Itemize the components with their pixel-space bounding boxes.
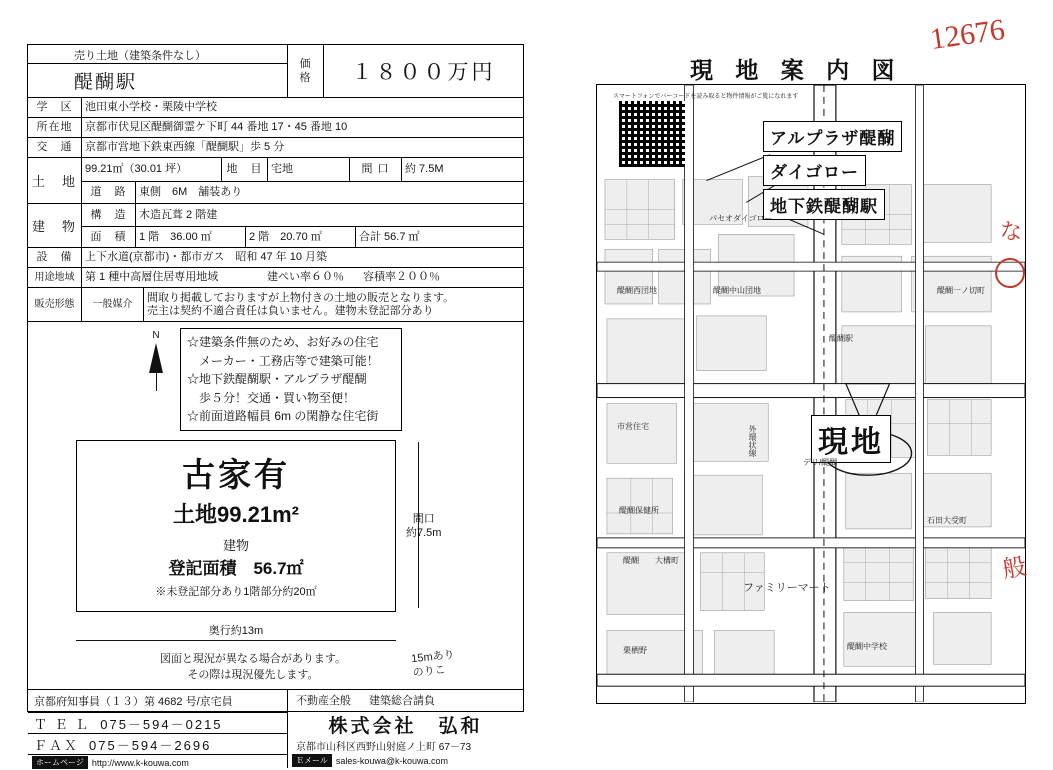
- frontage-value: 約7.5m: [406, 527, 442, 540]
- homepage-url[interactable]: http://www.k-kouwa.com: [91, 757, 189, 768]
- address-value: 京都市伏見区醍醐御霊ケ下町 44 番地 17・45 番地 10: [85, 121, 348, 134]
- location-map: [596, 84, 1026, 704]
- row-equipment: [28, 248, 523, 268]
- compass-needle-icon: [149, 343, 163, 373]
- land-subrow-1: [82, 158, 523, 181]
- lot-building-label: 建物: [222, 538, 249, 553]
- compass-north-label: N: [152, 330, 160, 341]
- map-label-daigo-station: 醍醐駅: [829, 334, 853, 343]
- floor-label: 面 積: [82, 227, 136, 247]
- email-tag: Ｅメール: [292, 754, 332, 767]
- map-label-nishi-danchi: 醍醐西団地: [617, 286, 657, 295]
- license-number: 京都府知事員（１３）第 4682 号/京宅員: [28, 690, 287, 713]
- land-body: [82, 158, 523, 203]
- homepage-tag: ホームページ: [32, 756, 88, 769]
- lot-unregistered-note: ※未登記部分あり1階部分約20㎡: [155, 586, 317, 598]
- map-label-health-center: 醍醐保健所: [619, 506, 659, 515]
- row-zoning: [28, 268, 523, 288]
- chimoku-label: 地 目: [222, 158, 268, 181]
- floor-2f: 2 階 20.70 ㎡: [246, 227, 356, 247]
- map-title: 現 地 案 内 図: [690, 57, 903, 83]
- floor-1f: 1 階 36.00 ㎡: [136, 227, 246, 247]
- handwritten-right-top: な: [1000, 219, 1023, 244]
- map-label-ishida: 石田大受町: [927, 516, 967, 525]
- bullet-2: メーカー・工務店等で建築可能！: [187, 353, 379, 368]
- qr-caption: スマートフォンでバーコードを読み取ると物件情報がご覧になれます: [613, 94, 799, 100]
- bullet-5: ☆前面道路幅員 6m の閑静な住宅街: [187, 409, 379, 424]
- floor-total: 合計 56.7 ㎡: [359, 230, 420, 243]
- business-2: 建築総合請負: [369, 695, 435, 707]
- footer-contact: [28, 690, 288, 768]
- traffic-value: 京都市営地下鉄東西線「醍醐駅」歩 5 分: [85, 141, 285, 154]
- structure-label: 構 造: [82, 204, 136, 226]
- land-label: 土 地: [28, 158, 82, 203]
- price-label: [288, 45, 324, 97]
- chimoku-value: 宅地: [268, 158, 350, 181]
- station-name: 醍醐駅: [74, 71, 138, 93]
- school-value: 池田東小学校・栗陵中学校: [85, 101, 217, 114]
- map-label-daigo: 醍醐: [623, 556, 639, 565]
- row-trade: [28, 288, 523, 322]
- road-label: 道 路: [82, 182, 136, 203]
- price-label-char1: 価: [299, 57, 312, 70]
- fax-row: [28, 734, 287, 755]
- selling-points: [180, 328, 402, 431]
- fax-label: ＦＡＸ: [34, 737, 80, 753]
- compass-stem-icon: [156, 373, 157, 391]
- map-label-okamachi: 大構町: [655, 556, 679, 565]
- handwritten-right-bottom: 般: [1000, 554, 1029, 584]
- frontage-dimension: [406, 512, 441, 541]
- bullet-4: 歩５分！交通・買い物至便！: [187, 390, 356, 405]
- depth-dimension: 奥行約13m: [208, 625, 264, 637]
- bullet-3: ☆地下鉄醍醐駅・アルプラザ醍醐: [187, 372, 367, 387]
- site-marker-label: 現地: [811, 415, 891, 463]
- map-label-deli: デリ/醍醐: [803, 458, 838, 467]
- trade-note-1: 間取り掲載しておりますが上物付きの土地の販売となります。: [147, 291, 455, 304]
- tel-row: [28, 713, 287, 734]
- lot-box: [76, 440, 396, 612]
- map-label-municipal-housing: 市営住宅: [617, 422, 649, 431]
- building-subrow-2: [82, 226, 523, 247]
- row-building: [28, 204, 523, 248]
- frontage-label: 間口: [412, 513, 435, 525]
- zone-value: 第 1 種中高層住居専用地域: [85, 271, 219, 284]
- business-lines: [288, 690, 523, 710]
- callout-alplaza: アルプラザ醍醐: [763, 121, 902, 152]
- map-label-nakayama-danchi: 醍醐中山団地: [713, 286, 761, 295]
- building-subrow-1: [82, 204, 523, 226]
- homepage-row: [28, 755, 287, 770]
- map-label-kurisuno: 栗栖野: [623, 646, 647, 655]
- header-left: [28, 45, 288, 97]
- qr-code: [619, 101, 685, 167]
- equip-label: 設 備: [28, 248, 82, 267]
- zone-label: 用途地域: [28, 268, 82, 287]
- depth-dimension-line: [76, 640, 396, 641]
- handwritten-circle-mark: [995, 258, 1025, 288]
- building-label: 建 物: [28, 204, 82, 247]
- row-address: [28, 118, 523, 138]
- lot-registered-area: 登記面積 56.7㎡: [168, 559, 304, 578]
- price-value: １８００万円: [351, 61, 496, 84]
- lot-area: 土地99.21m²: [173, 502, 299, 527]
- trade-value: 一般媒介: [82, 288, 144, 321]
- fax-value: 075－594－2696: [89, 737, 212, 753]
- road-value: 東側 6M 舗装あり: [139, 186, 243, 199]
- trade-note-2: 売主は契約不適合責任は負いません。建物未登記部分あり: [147, 304, 434, 317]
- map-label-familymart: ファミリーマート: [743, 582, 831, 594]
- building-body: [82, 204, 523, 247]
- disclaimer-line-2: その際は現況優先します。: [187, 668, 319, 681]
- yoseki-value: 容積率２００％: [363, 271, 440, 284]
- email-row: [288, 753, 523, 768]
- kenpei-value: 建ぺい率６０％: [267, 271, 344, 284]
- handwritten-dimension-note: 15mあり のりこ: [410, 648, 456, 680]
- equip-value: 上下水道(京都市)・都市ガス 昭和 47 年 10 月築: [85, 251, 328, 264]
- school-label: 学 区: [28, 98, 82, 117]
- tel-value: 075－594－0215: [100, 716, 223, 732]
- footer-company: [288, 690, 523, 768]
- property-sheet: [27, 44, 524, 768]
- business-1: 不動産全般: [296, 695, 351, 707]
- map-label-paseo: パセオダイゴロー: [709, 214, 773, 223]
- company-name: 株式会社 弘和: [328, 715, 483, 737]
- disclaimer-line-1: 図面と現況が異なる場合があります。: [159, 653, 347, 665]
- company-footer: [28, 690, 523, 768]
- row-land: [28, 158, 523, 204]
- price-label-char2: 格: [299, 72, 312, 84]
- structure-value: 木造瓦葺 2 階建: [139, 208, 218, 221]
- drawing-disclaimer: [88, 652, 418, 684]
- land-area: 99.21㎡（30.01 坪）: [82, 158, 222, 181]
- address-label: 所在地: [28, 118, 82, 137]
- row-school: [28, 98, 523, 118]
- callout-subway-station: 地下鉄醍醐駅: [763, 189, 885, 220]
- row-traffic: [28, 138, 523, 158]
- map-label-ichinokiri: 醍醐一ノ切町: [937, 286, 985, 295]
- sale-type: 売り土地（建築条件なし）: [28, 45, 287, 64]
- maguchi-label: 間 口: [350, 158, 402, 181]
- handwritten-number: 12676: [927, 12, 1007, 57]
- traffic-label: 交 通: [28, 138, 82, 157]
- company-address: 京都市山科区西野山射庭ノ上町 67－73: [296, 742, 472, 753]
- site-drawing: [28, 322, 523, 690]
- map-label-loop-road: 外環状線: [748, 425, 757, 457]
- header-block: [28, 45, 523, 98]
- bullet-1: ☆建築条件無のため、お好みの住宅: [187, 335, 379, 349]
- trade-notes: [144, 288, 457, 321]
- callout-daigoro: ダイゴロー: [763, 155, 866, 186]
- compass-icon: [132, 330, 180, 391]
- trade-label: 販売形態: [28, 288, 82, 321]
- email-value[interactable]: sales-kouwa@k-kouwa.com: [335, 755, 449, 766]
- land-subrow-2: [82, 181, 523, 203]
- lot-title: 古家有: [182, 456, 290, 493]
- maguchi-value: 約 7.5M: [405, 163, 444, 176]
- map-label-daigo-jhs: 醍醐中学校: [847, 642, 887, 651]
- tel-label: Ｔ Ｅ Ｌ: [34, 716, 91, 732]
